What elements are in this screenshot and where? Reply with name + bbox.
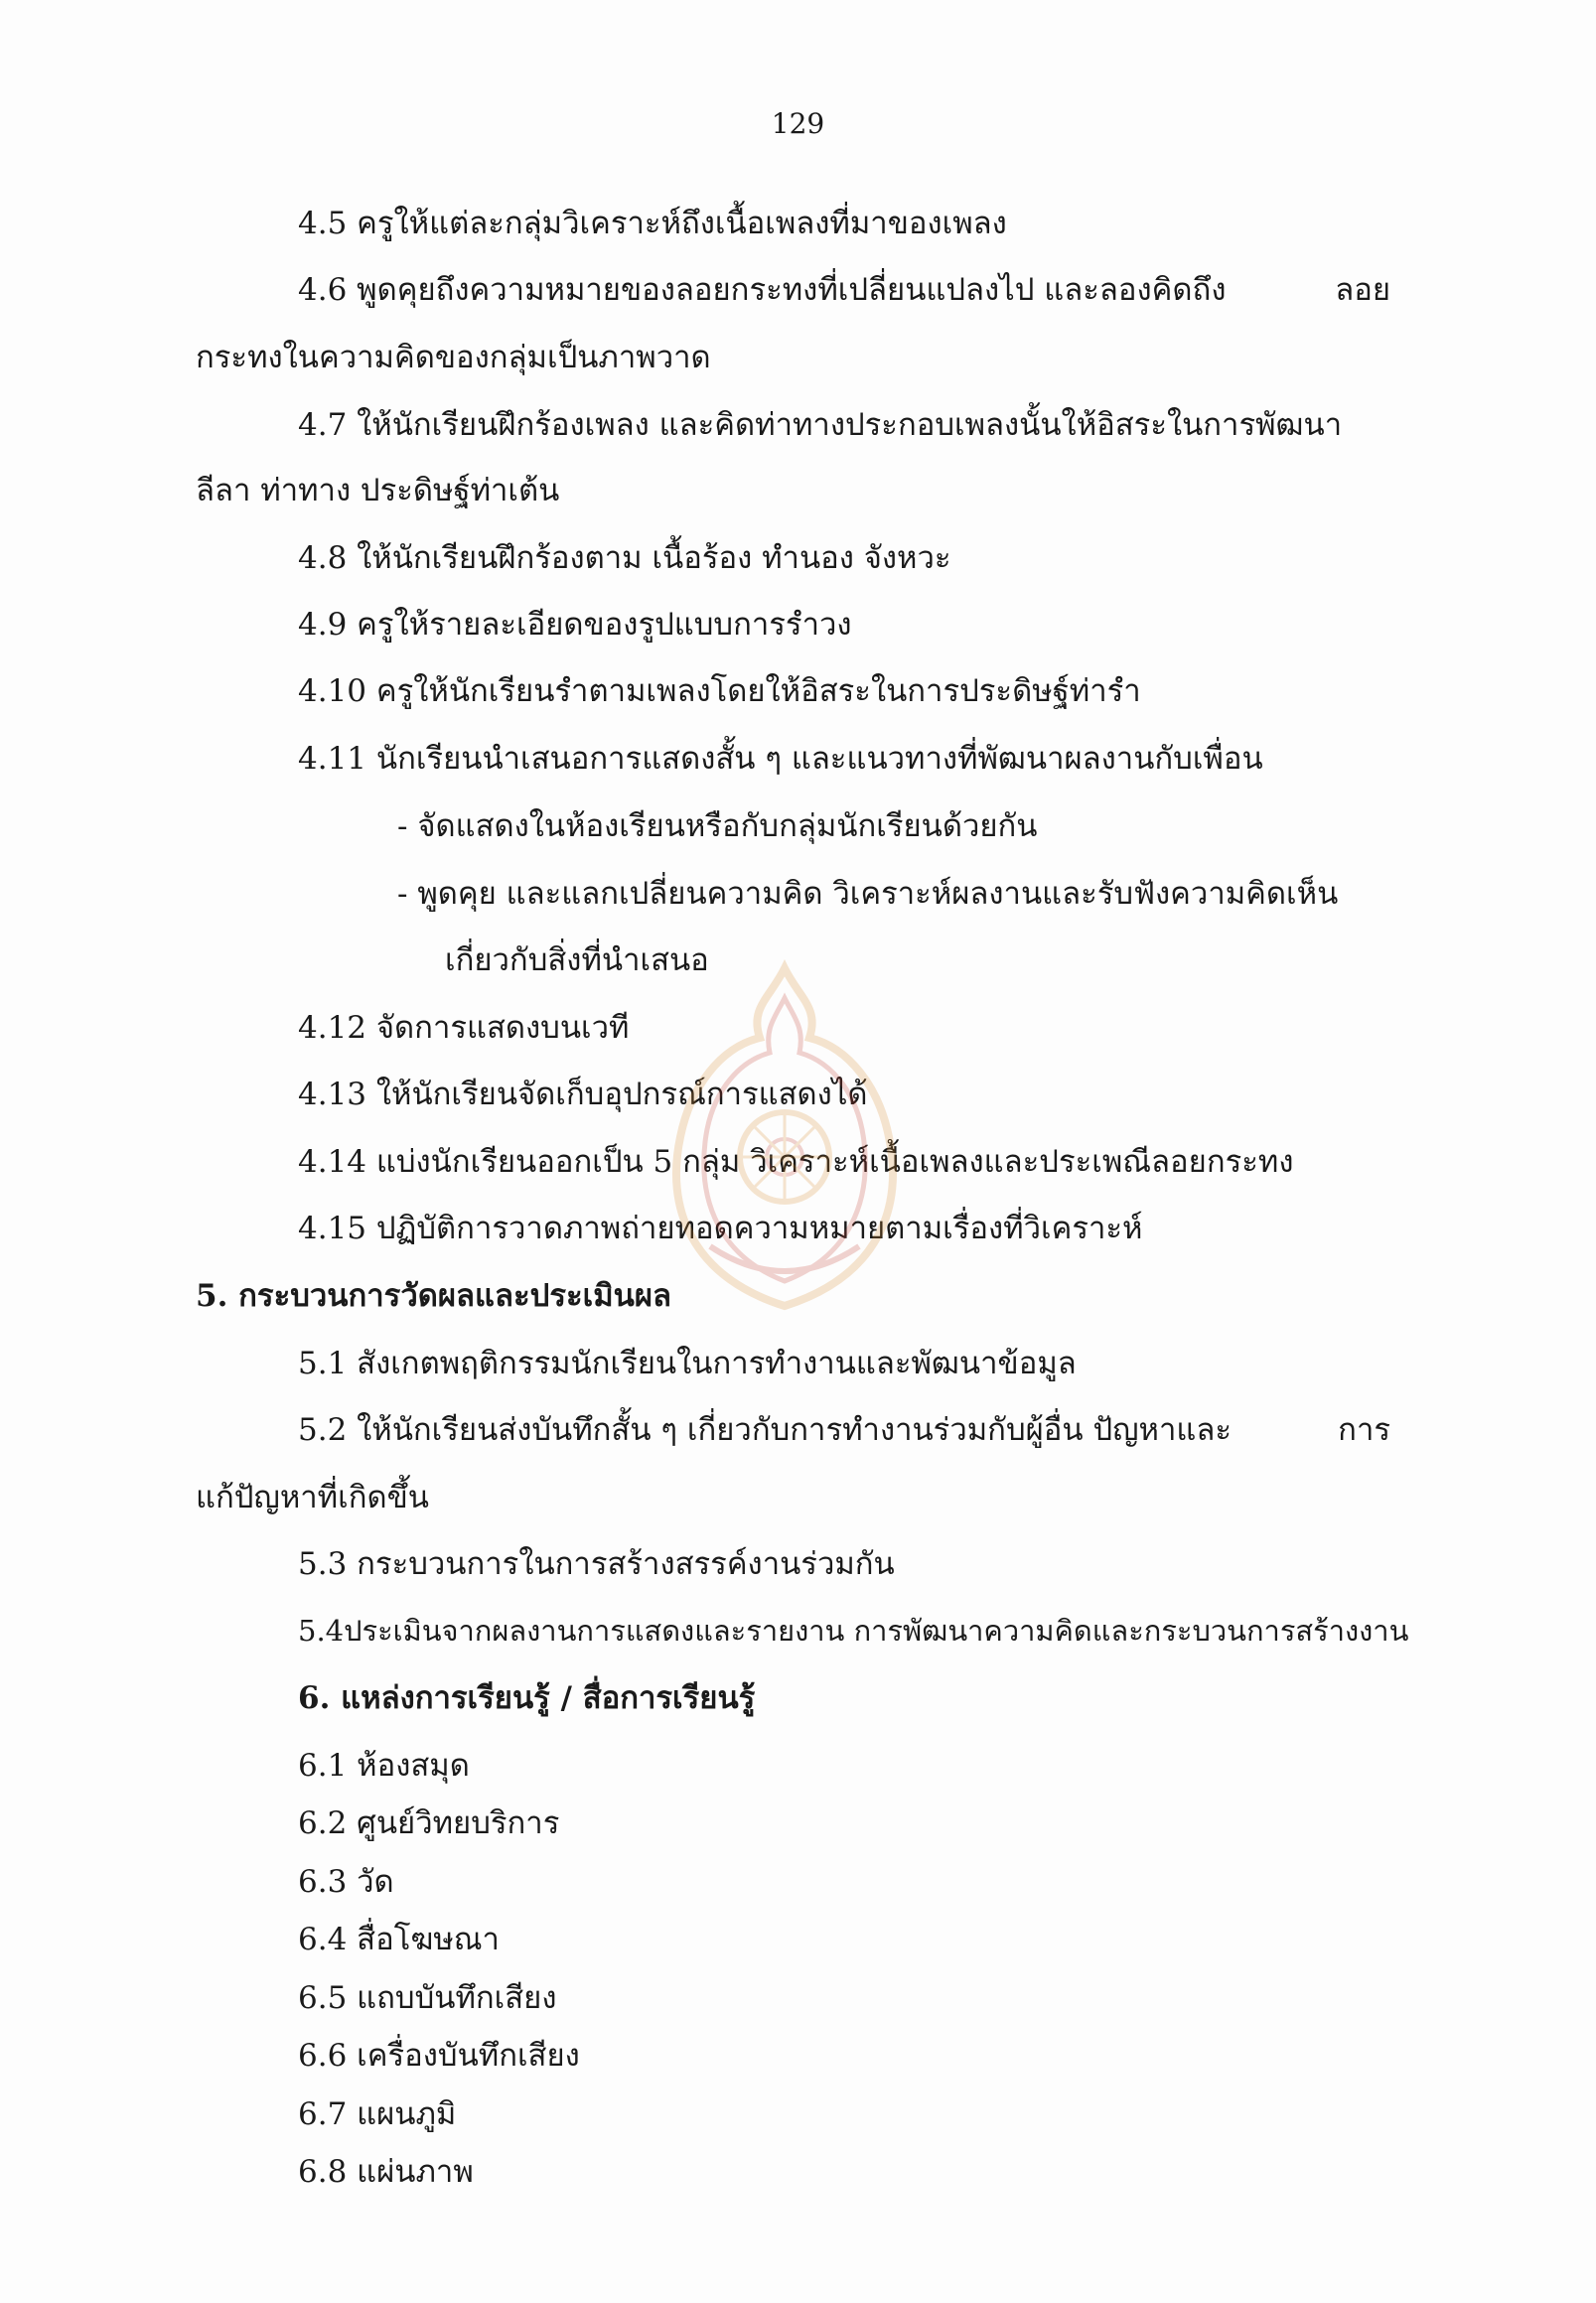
item-4-6-first-line [298, 270, 1390, 310]
item-6-1: 6.1 ห้องสมุด [298, 1748, 470, 1784]
item-5-2-continuation: แก้ปัญหาที่เกิดขึ้น [196, 1480, 429, 1515]
item-6-7: 6.7 แผนภูมิ [298, 2096, 457, 2132]
item-5-1: 5.1 สังเกตพฤติกรรมนักเรียนในการทำงานและพัฒนาข้อมูล [298, 1346, 1077, 1381]
item-6-2: 6.2 ศูนย์วิทยบริการ [298, 1805, 560, 1841]
item-6-8: 6.8 แผ่นภาพ [298, 2154, 474, 2190]
item-4-11: 4.11 นักเรียนนำเสนอการแสดงสั้น ๆ และแนวทางที่พัฒนาผลงานกับเพื่อน [298, 741, 1263, 777]
item-4-15: 4.15 ปฏิบัติการวาดภาพถ่ายทอดความหมายตามเรื่องที่วิเคราะห์ [298, 1211, 1143, 1246]
item-4-10: 4.10 ครูให้นักเรียนรำตามเพลงโดยให้อิสระในการประดิษฐ์ท่ารำ [298, 673, 1141, 709]
item-6-3: 6.3 วัด [298, 1864, 394, 1900]
item-4-9: 4.9 ครูให้รายละเอียดของรูปแบบการรำวง [298, 607, 852, 643]
section-6-heading: 6. แหล่งการเรียนรู้ / สื่อการเรียนรู้ [298, 1680, 756, 1716]
item-4-8: 4.8 ให้นักเรียนฝึกร้องตาม เนื้อร้อง ทำนอง จังหวะ [298, 540, 951, 576]
item-5-2-first-line [298, 1410, 1390, 1450]
emblem-svg [651, 958, 919, 1316]
item-6-6: 6.6 เครื่องบันทึกเสียง [298, 2038, 580, 2074]
item-6-4: 6.4 สื่อโฆษณา [298, 1922, 500, 1957]
ministry-emblem-watermark-icon [651, 958, 919, 1316]
bullet-item-2: - พูดคุย และแลกเปลี่ยนความคิด วิเคราะห์ผลงานและรับฟังความคิดเห็น [397, 876, 1339, 912]
item-5-3: 5.3 กระบวนการในการสร้างสรรค์งานร่วมกัน [298, 1546, 895, 1582]
bullet-item-2-continuation: เกี่ยวกับสิ่งที่นำเสนอ [445, 942, 709, 978]
bullet-item-1: - จัดแสดงในห้องเรียนหรือกับกลุ่มนักเรียนด้วยกัน [397, 808, 1038, 844]
item-4-14: 4.14 แบ่งนักเรียนออกเป็น 5 กลุ่ม วิเคราะห์เนื้อเพลงและประเพณีลอยกระทง [298, 1144, 1294, 1180]
item-4-7-continuation: ลีลา ท่าทาง ประดิษฐ์ท่าเต้น [196, 473, 560, 508]
item-6-5: 6.5 แถบบันทึกเสียง [298, 1980, 557, 2016]
item-4-5: 4.5 ครูให้แต่ละกลุ่มวิเคราะห์ถึงเนื้อเพลงที่มาของเพลง [298, 206, 1007, 241]
item-5-4: 5.4ประเมินจากผลงานการแสดงและรายงาน การพัฒนาความคิดและกระบวนการสร้างงาน [298, 1614, 1409, 1648]
item-4-6-text: 4.6 พูดคุยถึงความหมายของลอยกระทงที่เปลี่ยนแปลงไป และลองคิดถึง [298, 272, 1227, 308]
item-4-12: 4.12 จัดการแสดงบนเวที [298, 1010, 630, 1046]
item-4-6-end-word: ลอย [1335, 272, 1390, 308]
item-4-7-first-line: 4.7 ให้นักเรียนฝึกร้องเพลง และคิดท่าทางประกอบเพลงนั้นให้อิสระในการพัฒนา [298, 407, 1343, 443]
page-number: 129 [771, 107, 825, 140]
section-5-heading: 5. กระบวนการวัดผลและประเมินผล [196, 1278, 672, 1314]
item-4-6-continuation: กระทงในความคิดของกลุ่มเป็นภาพวาด [196, 340, 711, 375]
item-5-2-text: 5.2 ให้นักเรียนส่งบันทึกสั้น ๆ เกี่ยวกับการทำงานร่วมกับผู้อื่น ปัญหาและ [298, 1412, 1233, 1448]
item-5-2-end-word: การ [1338, 1412, 1390, 1448]
item-4-13: 4.13 ให้นักเรียนจัดเก็บอุปกรณ์การแสดงได้ [298, 1077, 868, 1112]
